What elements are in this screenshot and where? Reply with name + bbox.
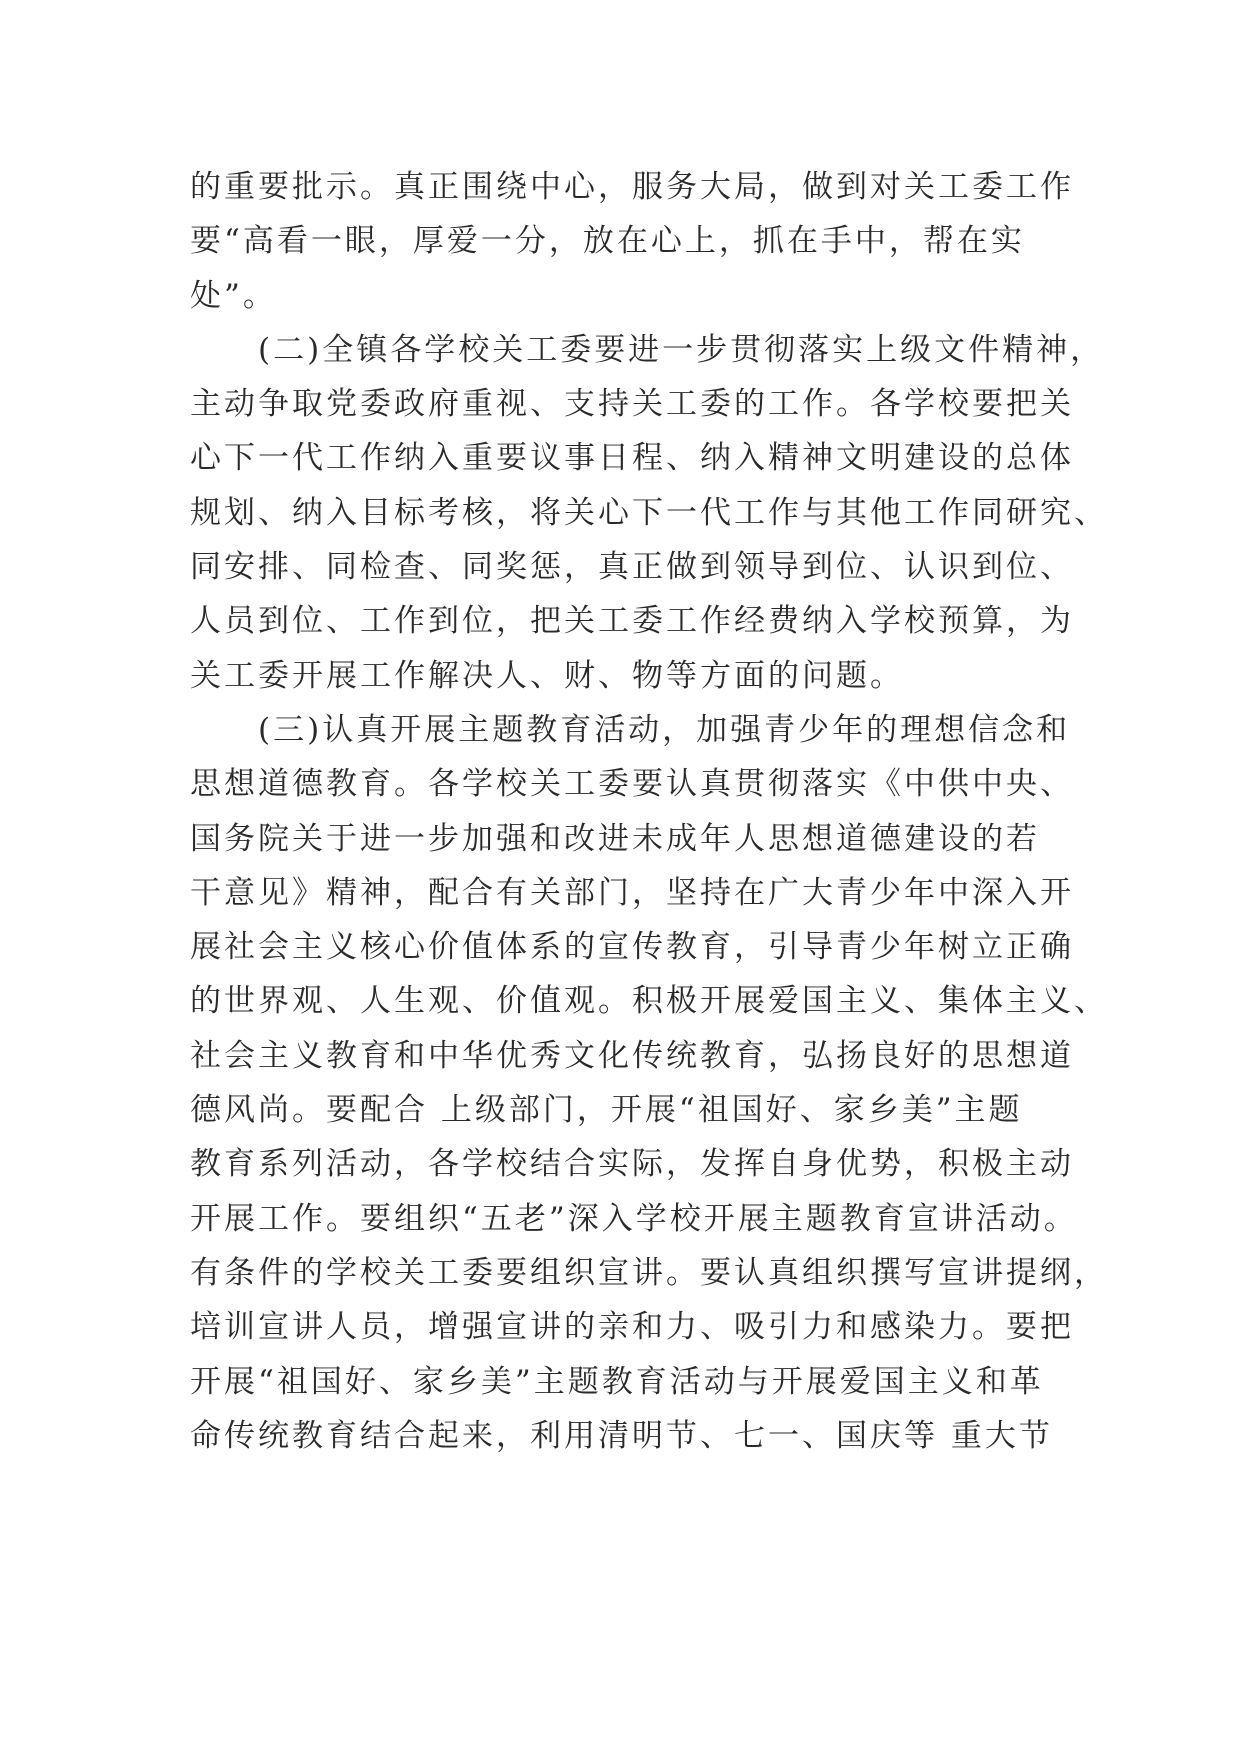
text-line: 命传统教育结合起来，利用清明节、七一、国庆等 重大节 [190, 1417, 1053, 1454]
text-line: 培训宣讲人员，增强宣讲的亲和力、吸引力和感染力。要把 [190, 1309, 1074, 1346]
text-line: (二)全镇各学校关工委要进一步贯彻落实上级文件精神， [258, 331, 1105, 368]
text-line: 德风尚。要配合 上级部门，开展“祖国好、家乡美”主题 [190, 1092, 1023, 1129]
text-line: 同安排、同检查、同奖惩，真正做到领导到位、认识到位、 [190, 549, 1074, 586]
text-line: 思想道德教育。各学校关工委要认真贯彻落实《中供中央、 [190, 766, 1074, 803]
text-line: 社会主义教育和中华优秀文化传统教育，弘扬良好的思想道 [190, 1037, 1074, 1074]
text-line: 国务院关于进一步加强和改进未成年人思想道德建设的若 [190, 820, 1040, 857]
text-line: (三)认真开展主题教育活动，加强青少年的理想信念和 [258, 711, 1071, 748]
text-line: 要“高看一眼，厚爱一分，放在心上，抓在手中，帮在实 [190, 223, 1025, 260]
text-line: 有条件的学校关工委要组织宣讲。要认真组织撰写宣讲提纲， [190, 1254, 1108, 1291]
text-line: 展社会主义核心价值体系的宣传教育，引导青少年树立正确 [190, 929, 1074, 966]
text-line: 规划、纳入目标考核，将关心下一代工作与其他工作同研究、 [190, 494, 1108, 531]
text-line: 开展“祖国好、家乡美”主题教育活动与开展爱国主义和革 [190, 1363, 1044, 1400]
text-line: 心下一代工作纳入重要议事日程、纳入精神文明建设的总体 [190, 440, 1074, 477]
text-line: 关工委开展工作解决人、财、物等方面的问题。 [190, 657, 904, 694]
text-line: 教育系列活动，各学校结合实际，发挥自身优势，积极主动 [190, 1146, 1074, 1183]
text-line: 主动争取党委政府重视、支持关工委的工作。各学校要把关 [190, 386, 1074, 423]
body-text [190, 160, 1108, 1463]
text-line: 人员到位、工作到位，把关工委工作经费纳入学校预算，为 [190, 603, 1074, 640]
text-line: 的重要批示。真正围绕中心，服务大局，做到对关工委工作 [190, 169, 1074, 205]
text-line: 开展工作。要组织“五老”深入学校开展主题教育宣讲活动。 [190, 1200, 1078, 1237]
text-line: 干意见》精神，配合有关部门，坚持在广大青少年中深入开 [190, 874, 1074, 911]
text-line: 的世界观、人生观、价值观。积极开展爱国主义、集体主义、 [190, 983, 1108, 1020]
text-line: 处”。 [190, 277, 277, 314]
